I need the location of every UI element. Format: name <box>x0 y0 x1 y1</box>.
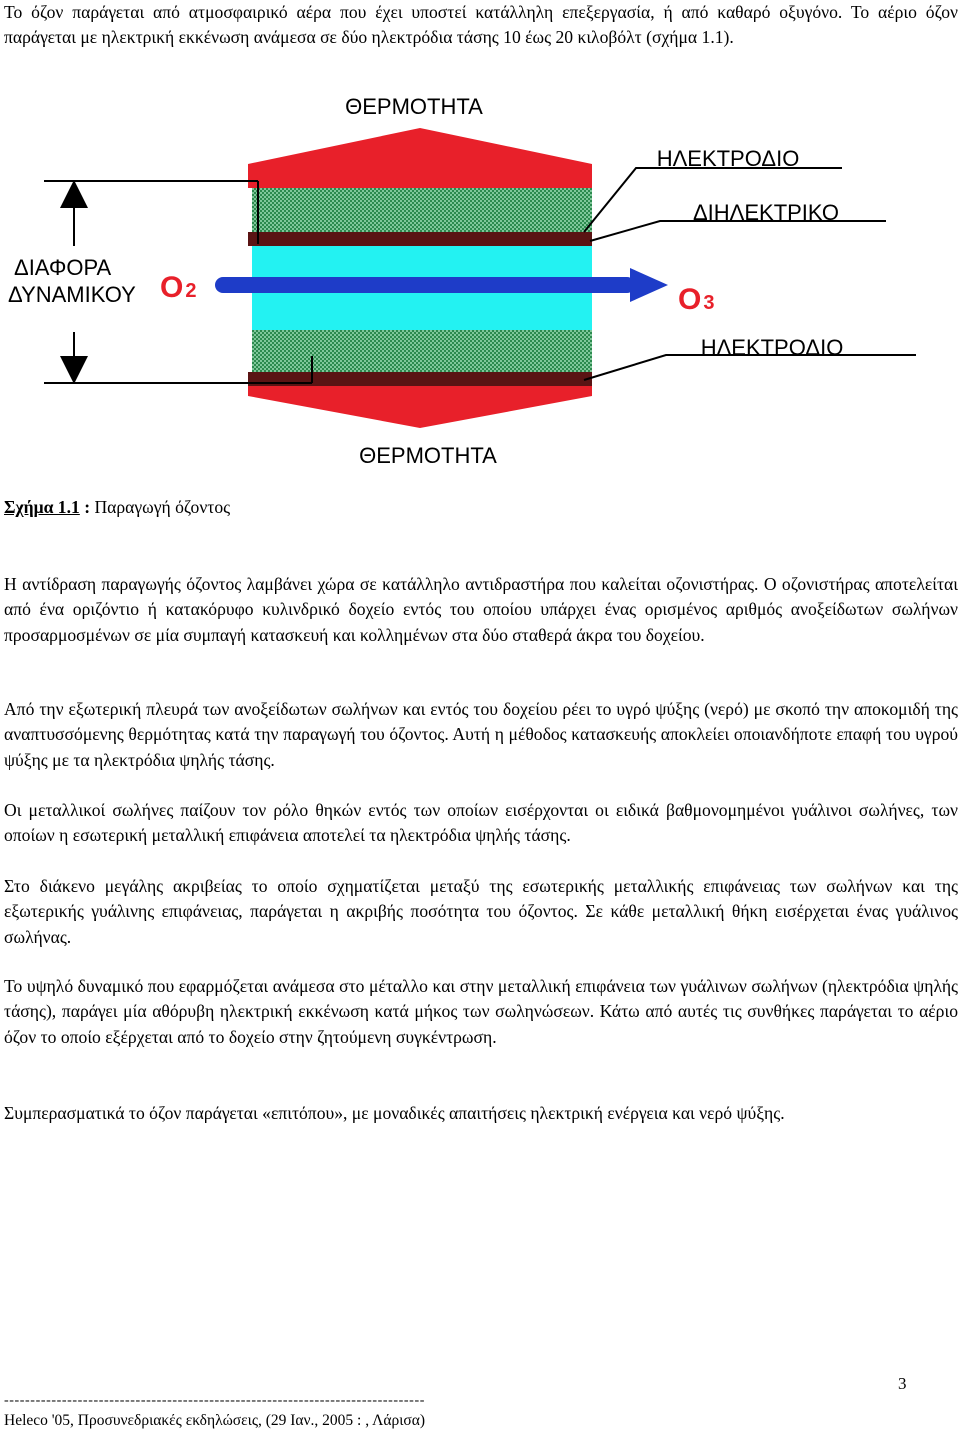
top-electrode-layer <box>248 232 592 246</box>
top-dielectric-layer <box>252 188 592 232</box>
gas-flow-shaft <box>215 277 635 293</box>
heat-bottom-label: ΘΕΡΜΟΤΗΤΑ <box>359 443 497 468</box>
body-paragraph-6: Συμπερασματικά το όζον παράγεται «επιτόπου», με μοναδικές απαιτήσεις ηλεκτρική ενέργεια και νερό ψύξης. <box>4 1103 785 1123</box>
top-heat-plate <box>248 164 592 180</box>
bottom-dielectric-layer <box>252 330 592 372</box>
intro-paragraph: Το όζον παράγεται από ατμοσφαιρικό αέρα που έχει υποστεί κατάλληλη επεξεργασία, ή από καθαρό οξυγόνο. Το αέριο όζον παράγεται με ηλεκτρική εκκένωση ανάμεσα σε δύο ηλεκτρόδια τάσης 10 έως 20 κιλοβόλτ (σχήμα 1.1). <box>4 2 958 48</box>
bottom-red-band <box>248 386 592 396</box>
caption-text: Παραγωγή όζοντος <box>94 497 231 517</box>
body-paragraph-4: Στο διάκενο μεγάλης ακριβείας το οποίο σχηματίζεται μεταξύ της εσωτερικής μεταλλικής επιφάνειας των σωλήνων και της εξωτερικής γυάλινης επιφάνειας, παράγεται η ακριβής ποσότητα του όζοντος. Σε κάθε μεταλλική θήκη εισέρχεται ένας γυάλινος σωλήνας. <box>4 876 958 947</box>
electrode-top-label: ΗΛΕΚΤΡΟΔΙΟ <box>656 146 800 171</box>
body-paragraph-1: Η αντίδραση παραγωγής όζοντος λαμβάνει χώρα σε κατάλληλο αντιδραστήρα που καλείται οζονιστήρας. Ο οζονιστήρας αποτελείται από ένα οριζόντιο ή κατακόρυφο κυλινδρικό δοχείο εντός του οποίου υπάρχει ένας ορισμένος αριθμός ανοξείδωτων σωλήνων προσαρμοσμένων σε μία συμπαγή κατασκευή και κολλημένων στα δύο σταθερά άκρα του δοχείου. <box>4 574 958 645</box>
heat-top-label: ΘΕΡΜΟΤΗΤΑ <box>345 94 483 119</box>
potential-down-arrow-icon <box>60 356 88 384</box>
page-number: 3 <box>898 1374 907 1393</box>
electrode-bottom-label: ΗΛΕΚΤΡΟΔΙΟ <box>700 335 844 360</box>
bottom-heat-arrow <box>248 396 592 428</box>
ozone-generator-figure <box>0 84 960 474</box>
caption-label: Σχήμα 1.1 <box>4 497 80 517</box>
dielectric-label: ΔΙΗΛΕΚΤΡΙΚΟ <box>692 200 840 225</box>
o2-label: O 2 <box>160 271 197 304</box>
body-paragraph-2: Από την εξωτερική πλευρά των ανοξείδωτων σωλήνων και εντός του δοχείου ρέει το υγρό ψύξης (νερό) με σκοπό την αποκομιδή της αναπτυσσόμενης θερμότητας κατά την παραγωγή του όζοντος. Αυτή η μέθοδος κατασκευής αποκλείει οποιανδήποτε επαφή του υγρού ψύξης με τα ηλεκτρόδια ψηλής τάσης. <box>4 699 958 770</box>
caption-colon: : <box>79 497 95 517</box>
potential-label-line1: ΔΙΑΦΟΡΑ <box>14 255 112 280</box>
top-red-band <box>248 180 592 188</box>
potential-up-arrow-icon <box>60 180 88 208</box>
potential-label-line2: ΔΥΝΑΜΙΚΟΥ <box>8 282 136 307</box>
body-paragraph-3: Οι μεταλλικοί σωλήνες παίζουν τον ρόλο θηκών εντός των οποίων εισέρχονται οι ειδικά βαθμονομημένοι γυάλινοι σωλήνες, των οποίων η εσωτερική μεταλλική επιφάνεια αποτελεί τα ηλεκτρόδια ψηλής τάσης. <box>4 800 958 846</box>
figure-caption <box>4 495 230 520</box>
o3-label: O 3 <box>678 283 715 316</box>
footer-text: Heleco '05, Προσυνεδριακές εκδηλώσεις, (29 Ιαν., 2005 : , Λάρισα) <box>4 1412 426 1429</box>
gas-flow-arrowhead <box>630 268 668 302</box>
top-heat-arrow <box>248 128 592 164</box>
footer-divider: -------------------------------------------------------------------------------- <box>4 1393 425 1408</box>
body-paragraph-5: Το υψηλό δυναμικό που εφαρμόζεται ανάμεσα στο μέταλλο και στην μεταλλική επιφάνεια των γυάλινων σωλήνων (ηλεκτρόδια ψηλής τάσης), παράγει μία αθόρυβη ηλεκτρική εκκένωση κατά μήκος των σωληνώσεων. Κάτω από αυτές τις συνθήκες παράγεται το αέριο όζον το οποίο εξέρχεται από το δοχείο στην ζητούμενη συγκέντρωση. <box>4 976 958 1047</box>
